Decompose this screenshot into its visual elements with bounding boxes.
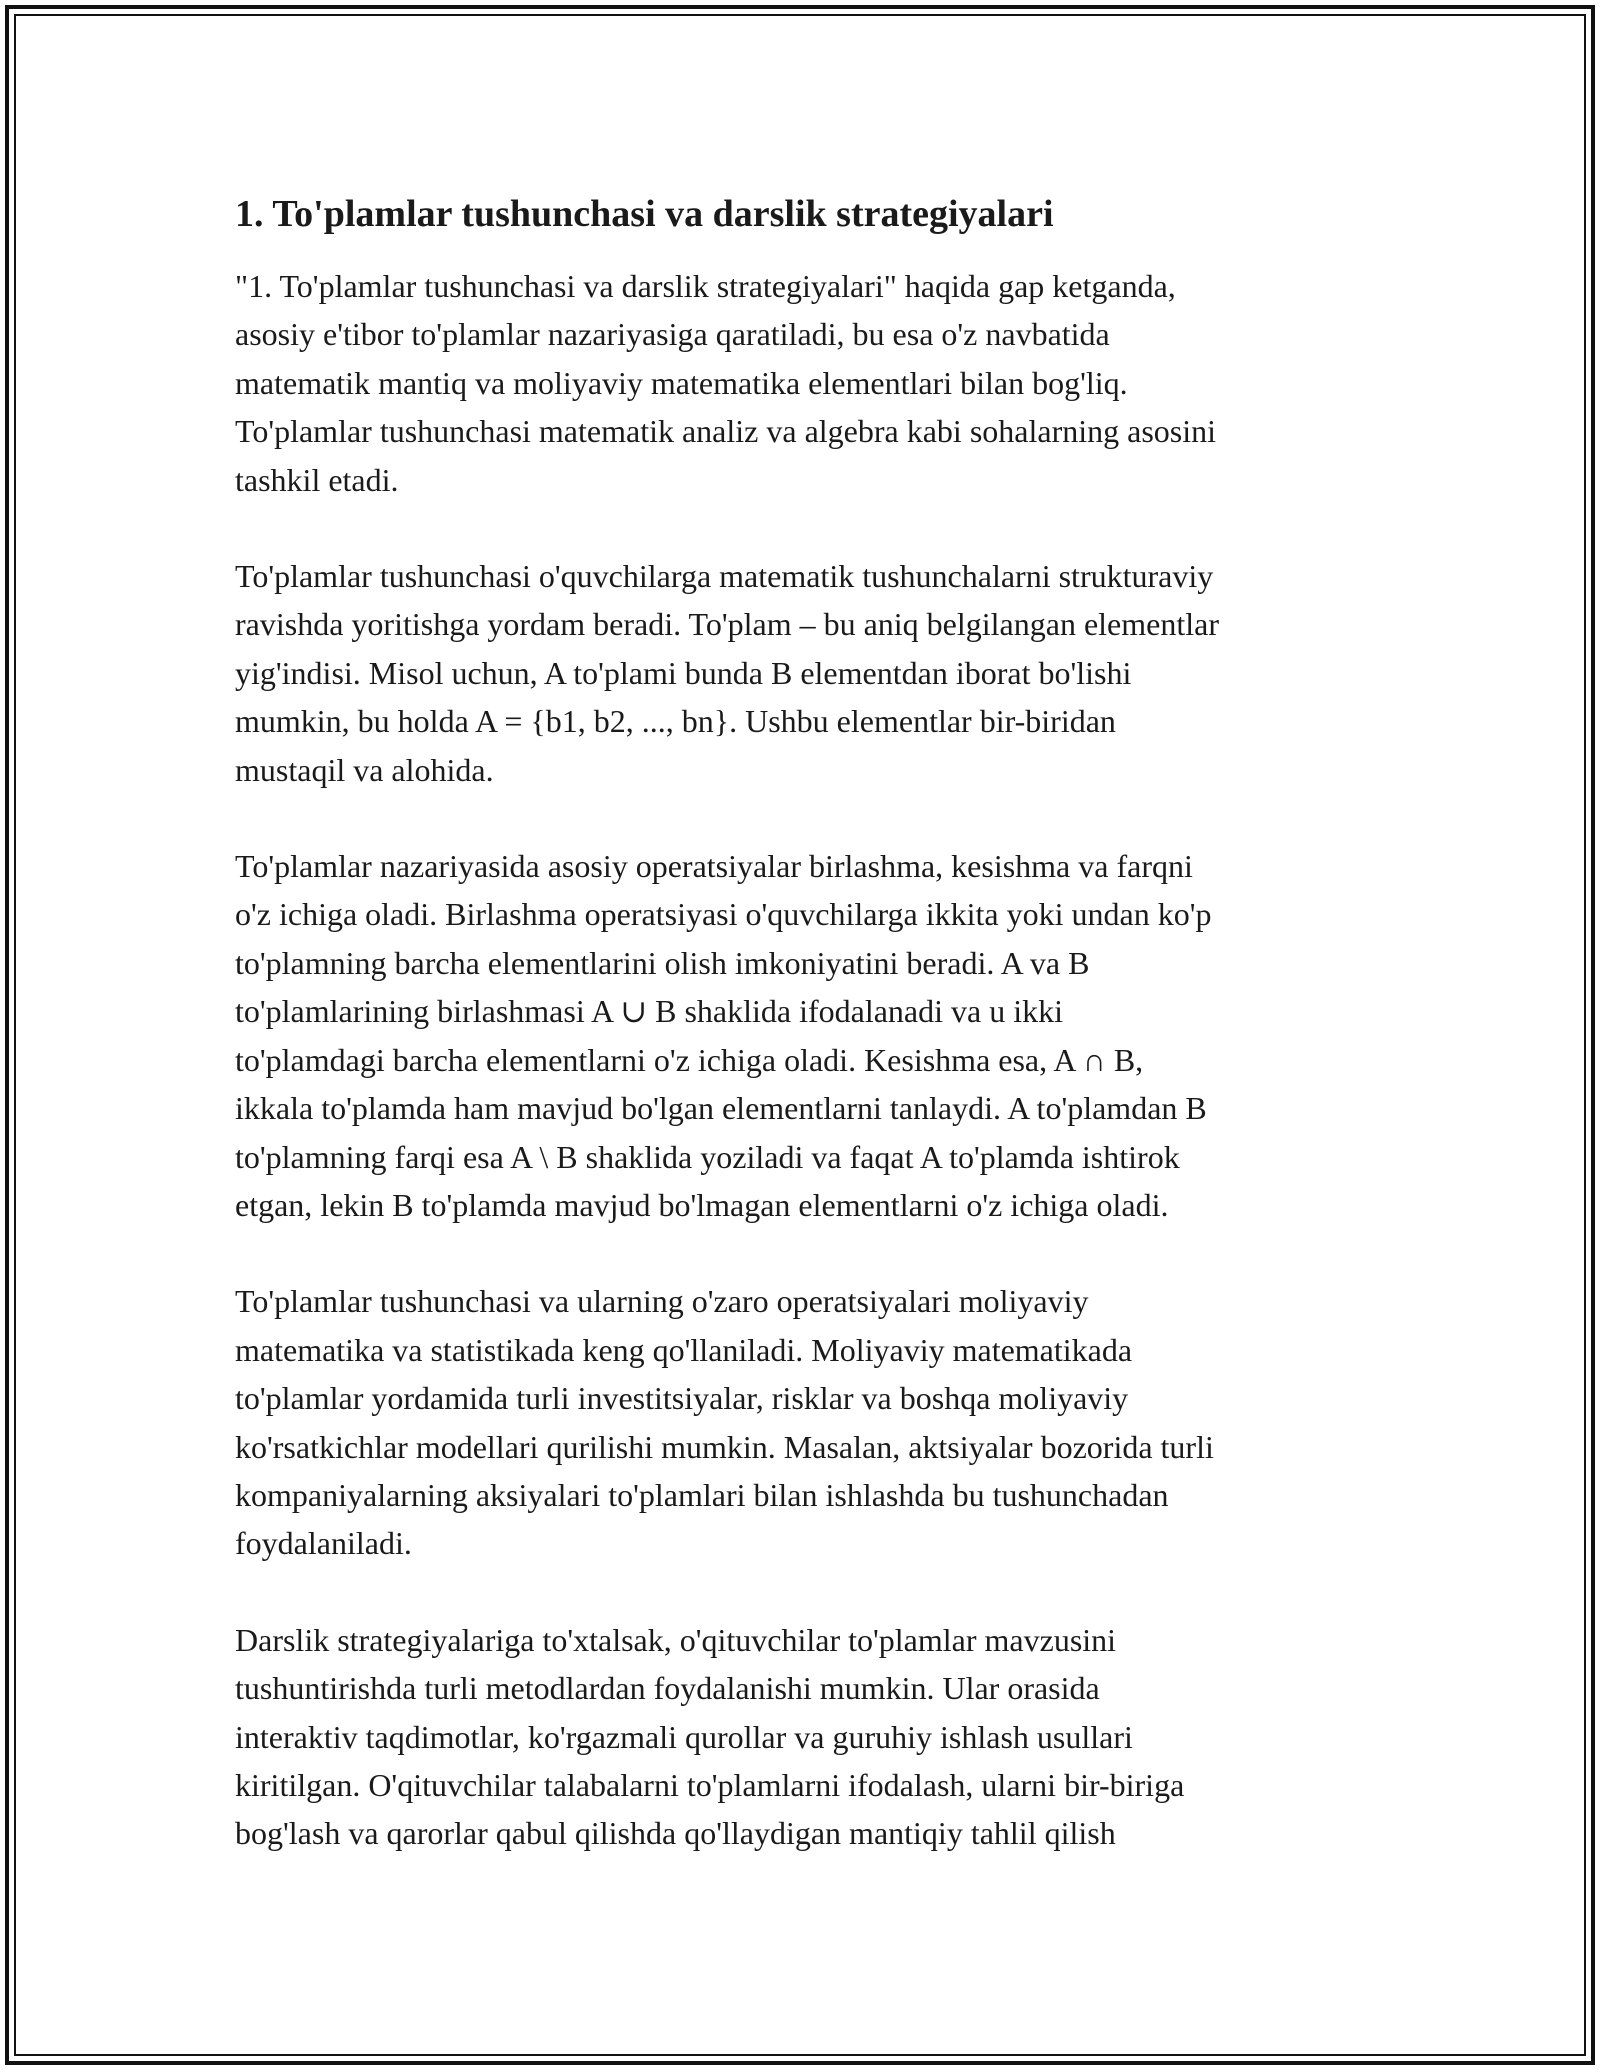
paragraph-line: yig'indisi. Misol uchun, A to'plami bunda B elementdan iborat bo'lishi bbox=[235, 654, 1132, 691]
paragraph-line: to'plamlarining birlashmasi A ∪ B shaklida ifodalanadi va u ikki bbox=[235, 993, 1063, 1030]
paragraph-line: ikkala to'plamda ham mavjud bo'lgan elementlarni tanlaydi. A to'plamdan B bbox=[235, 1090, 1207, 1127]
paragraph-line: To'plamlar tushunchasi matematik analiz va algebra kabi sohalarning asosini bbox=[235, 413, 1216, 450]
paragraph-list bbox=[235, 262, 1385, 1858]
paragraph-line: To'plamlar tushunchasi o'quvchilarga matematik tushunchalarni strukturaviy bbox=[235, 558, 1214, 595]
paragraph-line: o'z ichiga oladi. Birlashma operatsiyasi o'quvchilarga ikkita yoki undan ko'p bbox=[235, 896, 1212, 933]
paragraph-line: foydalaniladi. bbox=[235, 1525, 412, 1562]
paragraph-line: etgan, lekin B to'plamda mavjud bo'lmagan elementlarni o'z ichiga oladi. bbox=[235, 1186, 1169, 1223]
paragraph-line: asosiy e'tibor to'plamlar nazariyasiga qaratiladi, bu esa o'z navbatida bbox=[235, 316, 1110, 353]
paragraph-line: To'plamlar tushunchasi va ularning o'zaro operatsiyalari moliyaviy bbox=[235, 1283, 1089, 1320]
paragraph-line: ko'rsatkichlar modellari qurilishi mumkin. Masalan, aktsiyalar bozorida turli bbox=[235, 1428, 1214, 1465]
paragraph-line: Darslik strategiyalariga to'xtalsak, o'qituvchilar to'plamlar mavzusini bbox=[235, 1621, 1117, 1658]
paragraph-line: kompaniyalarning aksiyalari to'plamlari bilan ishlashda bu tushunchadan bbox=[235, 1476, 1169, 1513]
paragraph-line: to'plamdagi barcha elementlarni o'z ichiga oladi. Kesishma esa, A ∩ B, bbox=[235, 1041, 1144, 1078]
paragraph-line: mumkin, bu holda A = {b1, b2, ..., bn}. Ushbu elementlar bir-biridan bbox=[235, 703, 1116, 740]
paragraph-line: tushuntirishda turli metodlardan foydalanishi mumkin. Ular orasida bbox=[235, 1670, 1100, 1707]
paragraph-line: matematika va statistikada keng qo'llaniladi. Moliyaviy matematikada bbox=[235, 1331, 1133, 1368]
document-body bbox=[235, 186, 1385, 1906]
paragraph-line: to'plamlar yordamida turli investitsiyalar, risklar va boshqa moliyaviy bbox=[235, 1380, 1129, 1417]
paragraph-line: "1. To'plamlar tushunchasi va darslik strategiyalari" haqida gap ketganda, bbox=[235, 268, 1176, 304]
section-heading: 1. To'plamlar tushunchasi va darslik strategiyalari bbox=[235, 193, 1054, 235]
paragraph-line: to'plamning farqi esa A \ B shaklida yoziladi va faqat A to'plamda ishtirok bbox=[235, 1138, 1180, 1175]
paragraph-line: mustaqil va alohida. bbox=[235, 751, 494, 788]
paragraph-line: To'plamlar nazariyasida asosiy operatsiyalar birlashma, kesishma va farqni bbox=[235, 848, 1193, 885]
paragraph-line: to'plamning barcha elementlarini olish imkoniyatini beradi. A va B bbox=[235, 944, 1090, 981]
paragraph-4 bbox=[235, 1277, 1385, 1567]
paragraph-line: ravishda yoritishga yordam beradi. To'plam – bu aniq belgilangan elementlar bbox=[235, 606, 1219, 643]
paragraph-line: kiritilgan. O'qituvchilar talabalarni to'plamlarni ifodalash, ularni bir-biriga bbox=[235, 1766, 1185, 1803]
paragraph-line: matematik mantiq va moliyaviy matematika elementlari bilan bog'liq. bbox=[235, 364, 1128, 401]
paragraph-2 bbox=[235, 552, 1385, 794]
paragraph-3 bbox=[235, 842, 1385, 1229]
paragraph-line: interaktiv taqdimotlar, ko'rgazmali qurollar va guruhiy ishlash usullari bbox=[235, 1718, 1133, 1755]
paragraph-1 bbox=[235, 262, 1385, 504]
paragraph-line: bog'lash va qarorlar qabul qilishda qo'llaydigan mantiqiy tahlil qilish bbox=[235, 1815, 1116, 1852]
paragraph-line: tashkil etadi. bbox=[235, 461, 399, 498]
paragraph-5 bbox=[235, 1616, 1385, 1858]
